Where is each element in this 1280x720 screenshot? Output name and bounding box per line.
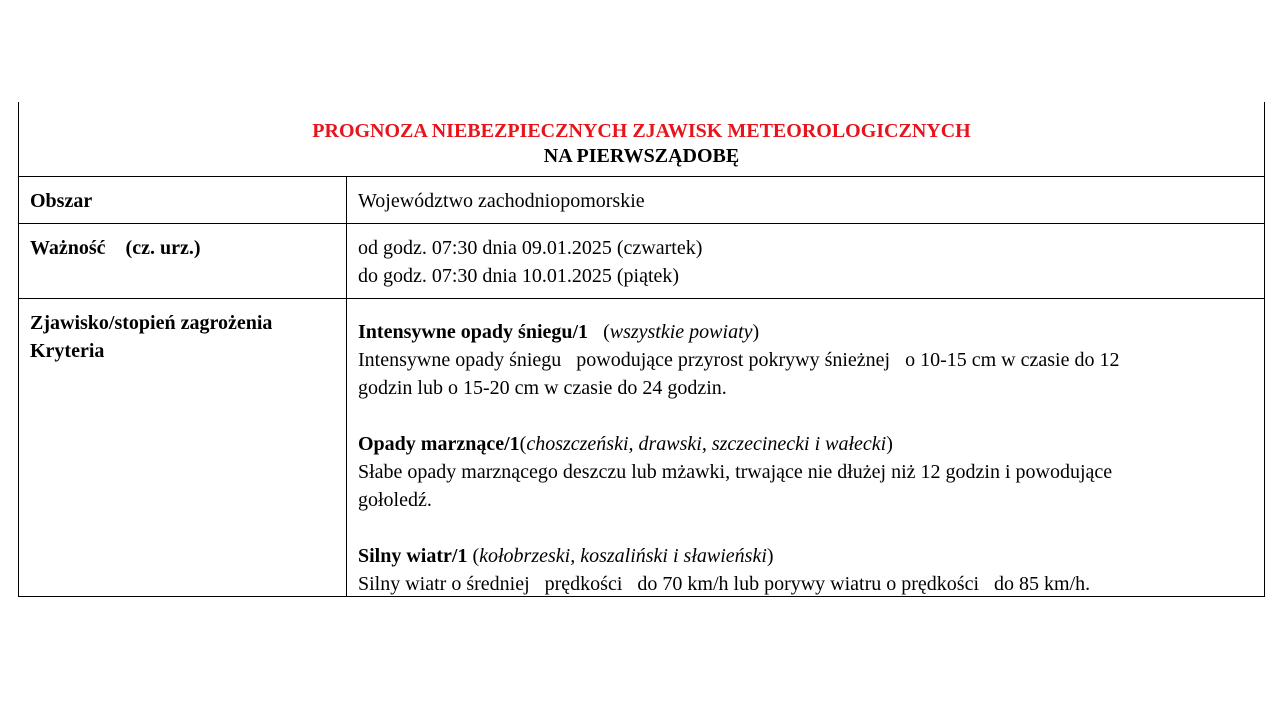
phenomenon-criteria: Słabe opady marznącego deszczu lub mżawki, trwające nie dłużej niż 12 godzin i powodujące bbox=[358, 461, 1113, 483]
table-row-validity bbox=[19, 224, 1264, 299]
area-label: Obszar bbox=[30, 190, 93, 212]
phenomenon-criteria-cont: gołoledź. bbox=[358, 489, 432, 511]
phenomena-label-line1: Zjawisko/stopień zagrożenia bbox=[30, 312, 273, 334]
validity-label: Ważność (cz. urz.) bbox=[30, 237, 201, 259]
page-title: PROGNOZA NIEBEZPIECZNYCH ZJAWISK METEOROLOGICZNYCH bbox=[312, 120, 971, 142]
phenomenon-close: ) bbox=[766, 545, 774, 567]
spacer bbox=[358, 402, 1238, 430]
validity-from: od godz. 07:30 dnia 09.01.2025 (czwartek) bbox=[358, 237, 703, 259]
phenomenon-heading bbox=[358, 430, 1238, 458]
validity-value bbox=[358, 234, 1238, 290]
phenomenon-close: ) bbox=[886, 433, 893, 455]
spacer bbox=[358, 514, 1238, 542]
phenomenon-sep: ( bbox=[519, 433, 527, 455]
phenomenon-sep: ( bbox=[467, 545, 480, 567]
phenomenon-criteria: Silny wiatr o średniej prędkości do 70 km/h lub porywy wiatru o prędkości do 85 km/h. bbox=[358, 573, 1091, 595]
phenomenon-name: Silny wiatr/1 bbox=[358, 545, 468, 567]
area-value: Województwo zachodniopomorskie bbox=[358, 190, 645, 212]
phenomena-label-line2: Kryteria bbox=[30, 340, 105, 362]
phenomenon-heading bbox=[358, 318, 1238, 346]
table-header bbox=[19, 102, 1264, 177]
phenomenon-close: ) bbox=[752, 321, 760, 343]
phenomenon-region: wszystkie powiaty bbox=[609, 321, 753, 343]
phenomena-label bbox=[30, 309, 272, 365]
phenomenon-criteria: Intensywne opady śniegu powodujące przyrost pokrywy śnieżnej o 10-15 cm w czasie do 12 bbox=[358, 349, 1120, 371]
phenomena-value bbox=[358, 318, 1238, 598]
page-subtitle: NA PIERWSZĄDOBĘ bbox=[543, 145, 740, 167]
phenomenon-name: Intensywne opady śniegu/1 bbox=[358, 321, 589, 343]
phenomenon-region: kołobrzeski, koszaliński i sławieński bbox=[479, 545, 767, 567]
table-row-area bbox=[19, 177, 1264, 224]
phenomenon-snow bbox=[358, 318, 1238, 402]
warning-table bbox=[18, 102, 1265, 597]
validity-to: do godz. 07:30 dnia 10.01.2025 (piątek) bbox=[358, 265, 680, 287]
phenomenon-region: choszczeński, drawski, szczecinecki i wałecki bbox=[526, 433, 887, 455]
phenomenon-criteria-cont: godzin lub o 15-20 cm w czasie do 24 godzin. bbox=[358, 377, 727, 399]
phenomenon-sep: ( bbox=[588, 321, 610, 343]
phenomenon-heading bbox=[358, 542, 1238, 570]
phenomenon-name: Opady marznące/1 bbox=[358, 433, 520, 455]
table-row-phenomena bbox=[19, 299, 1264, 596]
phenomenon-wind bbox=[358, 542, 1238, 598]
phenomenon-freezing bbox=[358, 430, 1238, 514]
